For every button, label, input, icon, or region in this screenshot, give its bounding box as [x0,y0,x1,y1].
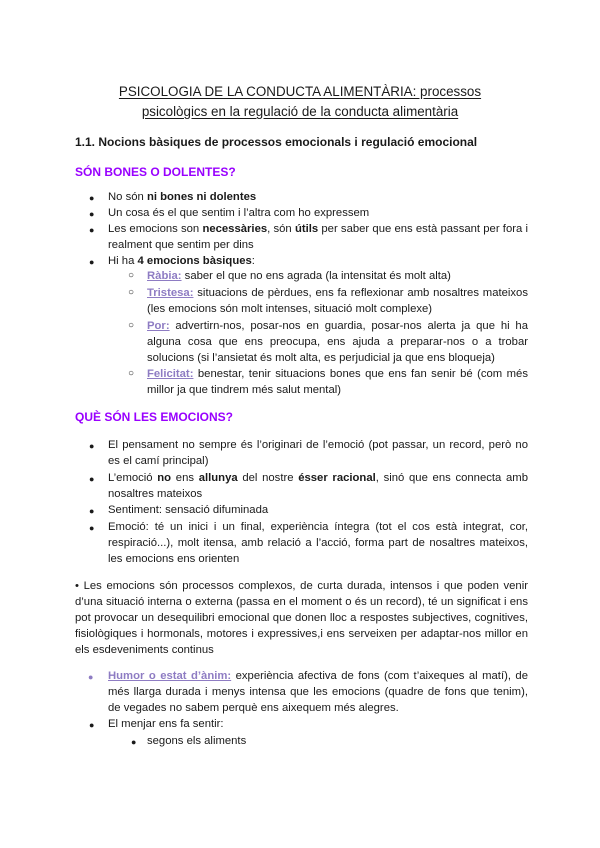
emotion-name: Ràbia: [147,270,182,282]
bullet-dot: ● [89,506,95,516]
list-item: Hi ha 4 emocions bàsiques: [108,255,255,267]
sub-list-item: segons els aliments [147,735,247,747]
sub-bullet-circle: ○ [128,368,135,379]
list-item: Les emocions son necessàries, són útils per saber que ens està passant per fora i realment que sentim per dins [108,223,528,251]
title-line-1: PSICOLOGIA DE LA CONDUCTA ALIMENTÀRIA: processos [118,84,482,99]
sub-bullet-circle: ○ [128,287,135,298]
list-item: El menjar ens fa sentir: [108,718,224,730]
bullet-dot: ● [89,225,95,235]
humor-term: Humor o estat d’ànim: [108,670,232,682]
list-item: El pensament no sempre és l’originari de l’emoció (pot passar, un record, però no es el camí principal) [108,439,528,467]
list-item: L’emoció no ens allunya del nostre ésser racional, sinó que ens connecta amb nosaltres mateixos [108,472,528,500]
emotion-item-rabia: Ràbia: saber el que no ens agrada (la intensitat és molt alta) [147,270,451,282]
bullet-dot: ● [89,193,95,203]
bullet-dot: ● [88,672,94,682]
document-title [60,82,540,122]
emotion-item-tristesa: Tristesa: situacions de pèrdues, ens fa reflexionar amb nosaltres mateixos (les emocions són molt intenses, situació molt complexe) [147,287,528,315]
list-item: No són ni bones ni dolentes [108,191,257,203]
emotions-paragraph: • Les emocions són processos complexos, de curta durada, intensos i que poden venir d’una situació interna o externa (passa en el moment o és un record), té un significat i ens pot provocar un desequilibri emocional que donen lloc a respostes subjectives, cognitives, fisiològiques i hormonals, motores i expressives,i ens serveixen per adaptar-nos millor en els esdeveniments continus [75,580,528,656]
bullet-dot: ● [89,257,95,267]
sub-bullet-circle: ○ [128,270,135,281]
bullet-dot: ● [131,737,137,747]
heading-que-son-emocions: QUÈ SÓN LES EMOCIONS? [75,410,234,424]
bullet-dot: ● [89,441,95,451]
emotion-name: Tristesa: [147,287,194,299]
list-item: Sentiment: sensació difuminada [108,504,269,516]
emotion-item-por: Por: advertirn-nos, posar-nos en guardia, posar-nos alerta ja que hi ha alguna cosa que ens preocupa, ens ajuda a preparar-nos o a trobar solucions (si l’ansietat és molt alta, es perjudicial ja que ens bloqueja) [147,320,528,364]
emotion-item-felicitat: Felicitat: benestar, tenir situacions bones que ens fan senir bé (com més millor ja que tindrem més salut mental) [147,368,528,396]
list-item-humor: Humor o estat d’ànim: experiència afectiva de fons (com t’aixeques al matí), de més llarga durada i menys intensa que les emocions (quadre de fons que tenim), de vegades no sabem perquè ens aixequem més alegres. [108,670,528,714]
sub-bullet-circle: ○ [128,320,135,331]
bullet-dot: ● [89,474,95,484]
bullet-dot: ● [89,720,95,730]
list-item: Emoció: té un inici i un final, experiència íntegra (tot el cos està integrat, cor, respiració...), molt itensa, amb relació a l’acció, forma part de nosaltres mateixos, les emocions ens orienten [108,521,528,565]
bullet-dot: ● [89,523,95,533]
emotion-name: Felicitat: [147,368,194,380]
title-line-2: psicològics en la regulació de la conducta alimentària [141,104,459,119]
bullet-dot: ● [89,209,95,219]
list-item: Un cosa és el que sentim i l’altra com ho expressem [108,207,370,219]
section-subtitle: 1.1. Nocions bàsiques de processos emocionals i regulació emocional [75,135,478,149]
emotion-name: Por: [147,320,170,332]
heading-bones-dolentes: SÓN BONES O DOLENTES? [75,165,236,179]
